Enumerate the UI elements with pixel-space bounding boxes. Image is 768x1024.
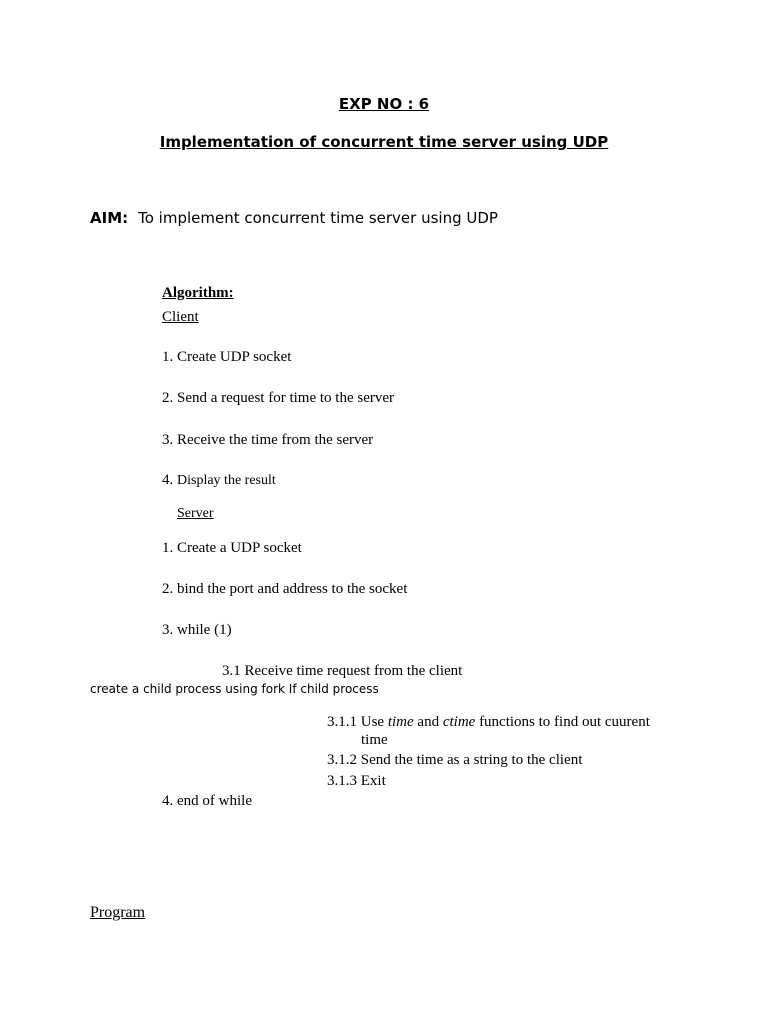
substep-3-1-1-suffix: functions to find out cuurent [475, 714, 650, 730]
aim-text: To implement concurrent time server using UDP [138, 209, 498, 227]
client-step-4 [162, 472, 276, 489]
server-heading: Server [177, 506, 214, 521]
substep-3-1-1-prefix: 3.1.1 Use [327, 714, 388, 730]
substep-3-1-1-continuation: time [361, 732, 388, 748]
substep-3-1-1-time-function: time [387, 714, 414, 730]
aim-label: AIM: [90, 209, 129, 227]
client-step-4-text: Display the result [177, 473, 276, 488]
server-step-1: 1. Create a UDP socket [162, 540, 302, 556]
client-step-3: 3. Receive the time from the server [162, 432, 374, 448]
server-substep-3-1-3: 3.1.3 Exit [327, 773, 386, 789]
document-title: Implementation of concurrent time server using UDP [159, 133, 609, 151]
client-heading: Client [162, 309, 199, 325]
server-step-3: 3. while (1) [162, 622, 232, 638]
substep-3-1-1-mid: and [413, 714, 443, 730]
client-step-2: 2. Send a request for time to the server [162, 390, 395, 406]
client-step-4-number: 4. [162, 472, 177, 488]
algorithm-heading: Algorithm: [162, 285, 234, 301]
child-process-note: create a child process using fork If child process [90, 682, 379, 696]
exp-number-heading: EXP NO : 6 [338, 95, 430, 113]
aim-line [90, 209, 498, 227]
server-step-4: 4. end of while [162, 793, 252, 809]
server-substep-3-1-2: 3.1.2 Send the time as a string to the client [327, 752, 583, 768]
server-substep-3-1-1 [327, 713, 667, 749]
server-step-2: 2. bind the port and address to the socket [162, 581, 408, 597]
server-substep-3-1: 3.1 Receive time request from the client [222, 663, 463, 679]
program-heading: Program [90, 904, 146, 921]
client-step-1: 1. Create UDP socket [162, 349, 292, 365]
substep-3-1-1-ctime-function: ctime [442, 714, 476, 730]
